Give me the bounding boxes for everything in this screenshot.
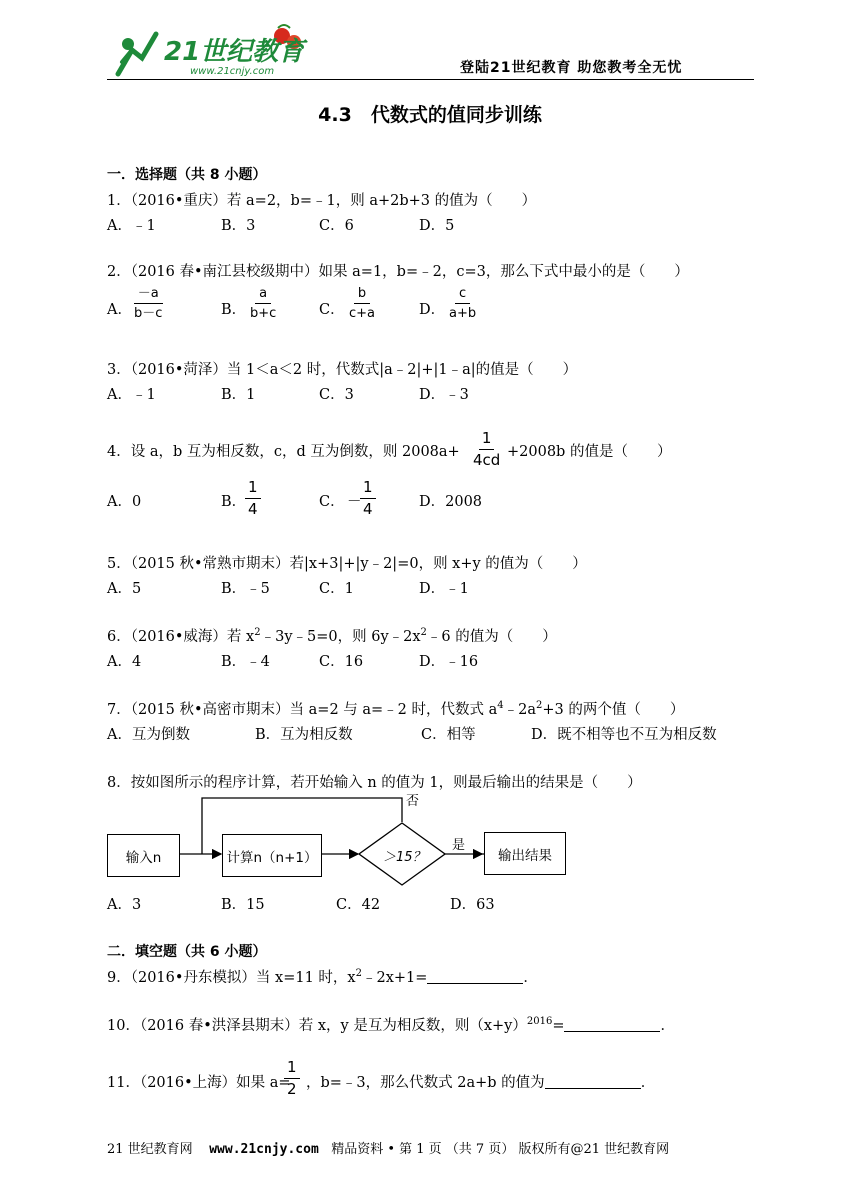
flow-condition-label: ＞15？ <box>383 850 426 865</box>
question-6-option-b: B．﹣4 <box>221 654 270 670</box>
fraction-denominator: 4 <box>248 500 258 518</box>
question-2-option-d-label: D． <box>419 302 446 318</box>
answer-blank[interactable] <box>545 1074 641 1089</box>
question-1-option-c: C．6 <box>319 218 354 234</box>
logo-text: 21世纪教育 <box>164 37 305 67</box>
fraction-denominator: 4 <box>363 500 373 518</box>
fraction-numerator: 1 <box>284 1059 300 1079</box>
question-5-stem: 5．（2015 秋•常熟市期末）若|x+3|+|y﹣2|=0，则 x+y 的值为（ ） <box>107 556 587 572</box>
question-4-option-c-fraction <box>360 479 376 518</box>
header-divider <box>107 79 754 80</box>
question-10-stem: 10．（2016 春•洪泽县期末）若 x，y 是互为相反数，则$(x+y)^{2016}=$ ． <box>107 1016 675 1034</box>
question-6-option-d: D．﹣16 <box>419 654 479 670</box>
fraction-numerator: a <box>255 286 271 304</box>
question-8-stem: 8．按如图所示的程序计算，若开始输入 n 的值为 1，则最后输出的结果是（ ） <box>107 775 642 791</box>
fraction-numerator: 1 <box>360 479 376 499</box>
question-2-stem: 2．（2016 春•南江县校级期中）如果 a=1，b=﹣2，c=3，那么下式中最小的是（ ） <box>107 264 689 280</box>
fraction-denominator: 4cd <box>473 451 501 469</box>
answer-blank[interactable] <box>564 1017 660 1032</box>
question-11-stem-fraction <box>284 1059 300 1098</box>
question-4-option-a: A．0 <box>107 494 142 510</box>
question-3-option-d: D．﹣3 <box>419 387 469 403</box>
fraction-numerator: 1 <box>245 479 261 499</box>
question-9-stem: 9．（2016•丹东模拟）当 x=11 时，$x^2﹣2x+1=$ ． <box>107 968 538 986</box>
answer-blank[interactable] <box>427 969 523 984</box>
fraction-denominator: b+c <box>250 306 277 321</box>
fraction-denominator: b－c <box>134 306 163 321</box>
question-7-option-a: A．互为倒数 <box>107 727 190 743</box>
question-4-option-c-label: C． <box>319 494 345 510</box>
question-1-stem: 1．（2016•重庆）若 a=2，b=﹣1，则 a+2b+3 的值为（ ） <box>107 193 537 209</box>
question-2-option-b-fraction <box>246 286 280 321</box>
fraction-numerator: b <box>354 286 370 304</box>
question-3-option-c: C．3 <box>319 387 354 403</box>
question-2-option-c-label: C． <box>319 302 345 318</box>
fraction-denominator: a+b <box>449 306 477 321</box>
question-7-option-b: B．互为相反数 <box>255 727 353 743</box>
fraction-denominator: 2 <box>287 1080 297 1098</box>
question-8-option-c: C．42 <box>336 897 381 913</box>
question-1-option-a: A．﹣1 <box>107 218 156 234</box>
question-7-option-d: D．既不相等也不互为相反数 <box>531 727 717 743</box>
section-heading-fill-in: 二．填空题（共 6 小题） <box>107 944 267 960</box>
flow-input-box: 输入n <box>107 834 180 877</box>
question-4-option-b-fraction <box>245 479 261 518</box>
question-4-stem-after: +2008b 的值是（ ） <box>507 444 672 460</box>
flow-yes-label: 是 <box>452 838 466 853</box>
question-4-stem-fraction <box>470 430 503 469</box>
fraction-numerator: c <box>455 286 470 304</box>
question-5-option-b: B．﹣5 <box>221 581 270 597</box>
header-slogan: 登陆21世纪教育 助您教考全无忧 <box>460 60 683 76</box>
question-5-option-a: A．5 <box>107 581 142 597</box>
question-5-option-d: D．﹣1 <box>419 581 469 597</box>
question-2-option-d-fraction <box>445 286 480 321</box>
question-3-option-b: B．1 <box>221 387 256 403</box>
question-1-option-b: B．3 <box>221 218 256 234</box>
question-4-stem-before: 4．设 a，b 互为相反数，c，d 互为倒数，则 2008a+ <box>107 444 460 460</box>
question-8-option-b: B．15 <box>221 897 265 913</box>
flow-compute-box: 计算n（n+1） <box>222 834 322 877</box>
question-7-option-c: C．相等 <box>421 727 476 743</box>
question-4-option-d: D．2008 <box>419 494 483 510</box>
footer-url[interactable]: www.21cnjy.com <box>209 1142 319 1157</box>
flow-output-box: 输出结果 <box>484 832 566 875</box>
question-2-option-a-label: A． <box>107 302 132 318</box>
section-heading-choice: 一．选择题（共 8 小题） <box>107 167 267 183</box>
question-7-stem: 7．（2015 秋•高密市期末）当 a=2 与 a=﹣2 时，代数式 $a^4﹣2a^2+3$ 的两个值（ ） <box>107 700 685 718</box>
logo-url-text: www.21cnjy.com <box>190 66 275 77</box>
question-4-option-b-label: B． <box>221 494 247 510</box>
page-title: 4.3 代数式的值同步训练 <box>318 104 542 126</box>
footer-site: 21 世纪教育网 <box>107 1142 193 1157</box>
page-footer <box>107 1138 669 1157</box>
question-11-stem-after: ，b=﹣3，那么代数式 2a+b 的值为 ． <box>306 1075 656 1091</box>
question-3-option-a: A．﹣1 <box>107 387 156 403</box>
site-logo[interactable] <box>112 22 312 80</box>
flowchart <box>100 790 580 890</box>
fraction-numerator: －a <box>134 286 163 304</box>
question-11-stem-before: 11．（2016•上海）如果 a= <box>107 1075 291 1091</box>
question-8-option-d: D．63 <box>450 897 495 913</box>
flow-no-label: 否 <box>406 794 420 809</box>
fraction-denominator: c+a <box>349 306 376 321</box>
question-8-option-a: A．3 <box>107 897 142 913</box>
question-6-option-c: C．16 <box>319 654 364 670</box>
question-2-option-a-fraction <box>130 286 166 321</box>
footer-info: 精品资料 • 第 1 页 （共 7 页） 版权所有@21 世纪教育网 <box>331 1142 670 1157</box>
question-4-option-c-sign: － <box>347 494 362 510</box>
fraction-numerator: 1 <box>479 430 495 450</box>
question-5-option-c: C．1 <box>319 581 354 597</box>
question-6-stem: 6．（2016•威海）若 $x^2﹣3y﹣5=0$，则 $6y﹣2x^2﹣6$ 的值为（ ） <box>107 627 557 645</box>
question-2-option-c-fraction <box>345 286 379 321</box>
question-3-stem: 3．（2016•菏泽）当 1＜a＜2 时，代数式|a﹣2|+|1﹣a|的值是（ ） <box>107 362 578 378</box>
question-6-option-a: A．4 <box>107 654 142 670</box>
question-1-option-d: D．5 <box>419 218 455 234</box>
question-2-option-b-label: B． <box>221 302 247 318</box>
